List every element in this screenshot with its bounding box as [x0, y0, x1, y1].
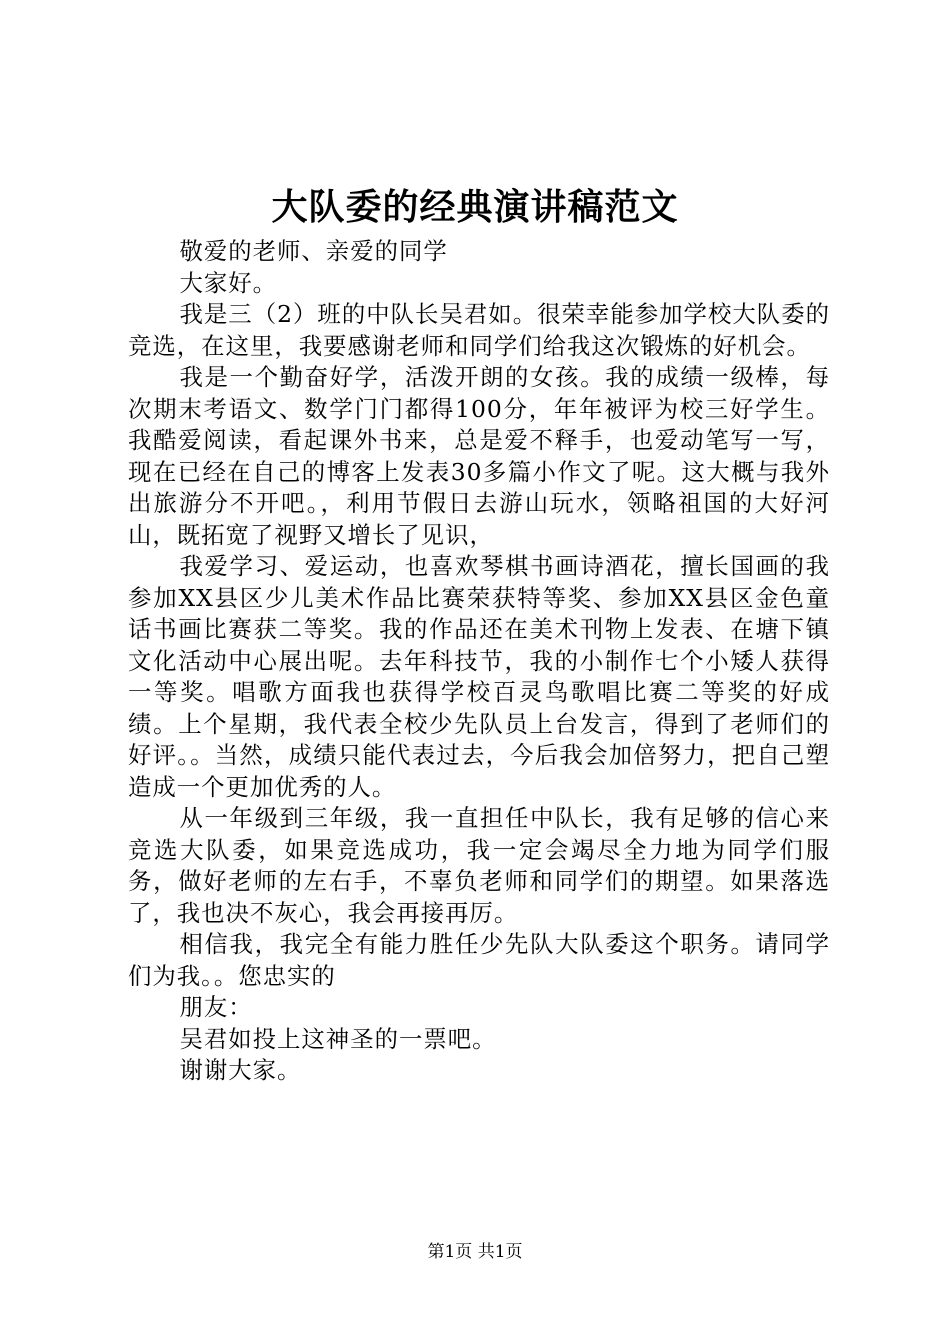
closing-thanks: 谢谢大家。: [179, 1056, 302, 1084]
page-number: 第1页 共1页: [427, 1242, 523, 1262]
paragraph-study: 我是一个勤奋好学，活泼开朗的女孩。我的成绩一级棒，每次期末考语文、数学门门都得100分，年年被评为校三好学生。我酷爱阅读，看起课外书来，总是爱不释手，也爱动笔写一写，现在已经在自己的博客上发表30多篇小作文了呢。这大概与我外出旅游分不开吧。，利用节假日去游山玩水，领略祖国的大好河山，既拓宽了视野又增长了见识，: [128, 363, 830, 549]
paragraph-intro: 我是三（2）班的中队长吴君如。很荣幸能参加学校大队委的竞选，在这里，我要感谢老师和同学们给我这次锻炼的好机会。: [128, 300, 830, 360]
document-title: 大队委的经典演讲稿范文: [271, 186, 679, 228]
paragraph-pledge: 从一年级到三年级，我一直担任中队长，我有足够的信心来竞选大队委，如果竞选成功，我一定会竭尽全力地为同学们服务，做好老师的左右手，不辜负老师和同学们的期望。如果落选了，我也决不灰心，我会再接再厉。: [128, 804, 830, 927]
greeting: 大家好。: [179, 268, 278, 297]
paragraph-hobbies: 我爱学习、爱运动，也喜欢琴棋书画诗酒花，擅长国画的我参加XX县区少儿美术作品比赛荣获特等奖、参加XX县区金色童话书画比赛获二等奖。我的作品还在美术刊物上发表、在塘下镇文化活动中心展出呢。去年科技节，我的小制作七个小矮人获得一等奖。唱歌方面我也获得学校百灵鸟歌唱比赛二等奖的好成绩。上个星期，我代表全校少先队员上台发言，得到了老师们的好评。。当然，成绩只能代表过去，今后我会加倍努力，把自己塑造成一个更加优秀的人。: [128, 552, 830, 801]
document-body: [128, 236, 830, 1087]
salutation: 敬爱的老师、亲爱的同学: [179, 237, 448, 265]
closing-vote: 吴君如投上这神圣的一票吧。: [179, 1024, 497, 1053]
closing-friend: 朋友：: [179, 993, 253, 1021]
paragraph-confidence: 相信我，我完全有能力胜任少先队大队委这个职务。请同学们为我。。您忠实的: [128, 930, 830, 990]
